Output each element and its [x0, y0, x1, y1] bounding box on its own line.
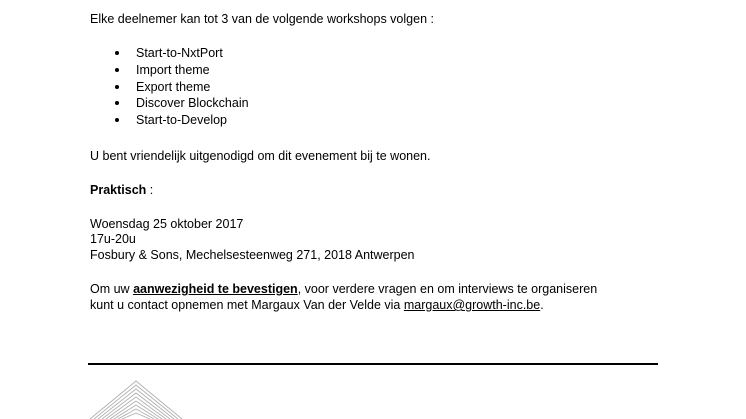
list-item: Discover Blockchain [90, 95, 249, 112]
workshop-list [90, 45, 249, 129]
contact-line-2 [90, 297, 544, 313]
event-date: Woensdag 25 oktober 2017 [90, 217, 244, 231]
list-item: Start-to-Develop [90, 112, 249, 129]
divider-line [88, 363, 658, 365]
intro-text: Elke deelnemer kan tot 3 van de volgende workshops volgen : [90, 12, 434, 26]
logo-icon [88, 379, 184, 419]
email-link[interactable]: margaux@growth-inc.be [403, 298, 541, 312]
contact-suffix: , voor verdere vragen en om interviews te organiseren [297, 282, 598, 296]
contact-line2-suffix: . [540, 298, 544, 312]
invitation-text: U bent vriendelijk uitgenodigd om dit evenement bij te wonen. [90, 149, 431, 163]
event-venue: Fosbury & Sons, Mechelsesteenweg 271, 2018 Antwerpen [90, 248, 415, 262]
event-time: 17u-20u [90, 232, 136, 246]
contact-line2-prefix: kunt u contact opnemen met Margaux Van der Velde via [90, 298, 404, 312]
confirm-attendance-link[interactable]: aanwezigheid te bevestigen [133, 282, 298, 296]
contact-line-1 [90, 281, 597, 297]
list-item: Start-to-NxtPort [90, 45, 249, 62]
list-item: Import theme [90, 62, 249, 79]
list-item: Export theme [90, 79, 249, 96]
contact-prefix: Om uw [90, 282, 134, 296]
practical-colon: : [146, 183, 154, 197]
practical-heading: Praktisch [90, 183, 147, 197]
practical-heading-line [90, 182, 153, 198]
